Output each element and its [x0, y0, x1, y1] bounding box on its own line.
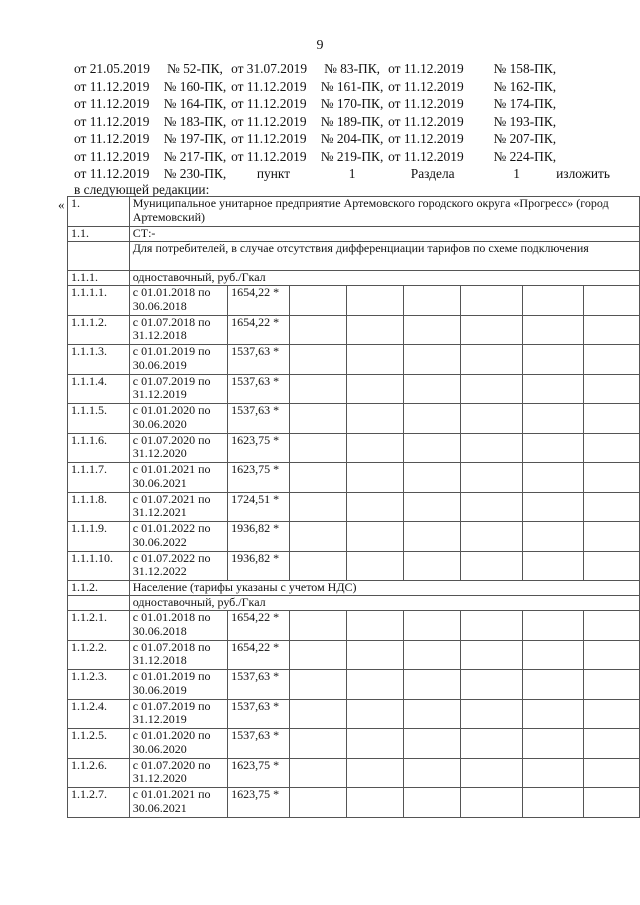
reference-cell: от 11.12.2019 [231, 113, 307, 129]
period-cell: с 01.07.2021 по 31.12.2021 [129, 492, 227, 522]
row-number: 1.1.2.6. [68, 758, 130, 788]
empty-cell [583, 315, 639, 345]
empty-cell [522, 463, 583, 493]
reference-cell: от 11.12.2019 [388, 61, 464, 76]
row-number: 1.1.1.3. [68, 345, 130, 375]
empty-cell [404, 433, 461, 463]
reference-cell: от 11.12.2019 [388, 78, 464, 94]
period-cell: с 01.01.2020 по 30.06.2020 [129, 729, 227, 759]
period-cell: с 01.01.2018 по 30.06.2018 [129, 286, 227, 316]
empty-cell [347, 522, 404, 552]
reference-cell: № 189-ПК, [320, 113, 384, 129]
empty-cell [461, 433, 522, 463]
reference-cell: № 158-ПК, [493, 61, 557, 76]
empty-cell [289, 404, 346, 434]
period-cell: с 01.07.2022 по 31.12.2022 [129, 551, 227, 581]
empty-cell [347, 345, 404, 375]
tariff-data-row [68, 729, 640, 759]
empty-cell [404, 345, 461, 375]
row-number: 1.1.1.7. [68, 463, 130, 493]
empty-cell [522, 788, 583, 818]
tariff-table [67, 196, 640, 818]
empty-cell [522, 315, 583, 345]
reference-cell: № 162-ПК, [493, 78, 557, 94]
reference-row [74, 78, 610, 96]
reference-cell: № 204-ПК, [320, 131, 384, 146]
empty-cell [289, 345, 346, 375]
reference-cell: № 161-ПК, [320, 78, 384, 94]
empty-cell [404, 729, 461, 759]
period-cell: с 01.07.2019 по 31.12.2019 [129, 374, 227, 404]
reference-cell: от 21.05.2019 [74, 61, 150, 76]
reference-cell: № 193-ПК, [493, 113, 557, 129]
reference-cell: № 207-ПК, [493, 131, 557, 146]
reference-cell: № 183-ПК, [163, 113, 227, 129]
tariff-data-row [68, 433, 640, 463]
empty-cell [583, 286, 639, 316]
tariff-data-row [68, 788, 640, 818]
empty-cell [522, 374, 583, 404]
tariff-value: 1654,22 * [228, 286, 290, 316]
empty-cell [347, 551, 404, 581]
empty-cell [522, 640, 583, 670]
period-cell: с 01.01.2022 по 30.06.2022 [129, 522, 227, 552]
subsection-row [68, 227, 640, 242]
empty-cell [583, 374, 639, 404]
tariff-value: 1537,63 * [228, 374, 290, 404]
tariff-data-row [68, 463, 640, 493]
period-cell: с 01.01.2021 по 30.06.2021 [129, 788, 227, 818]
tariff-value: 1537,63 * [228, 670, 290, 700]
reference-row [74, 113, 610, 131]
empty-cell [404, 551, 461, 581]
reference-cell: № 160-ПК, [163, 78, 227, 94]
empty-cell [289, 492, 346, 522]
empty-cell [347, 315, 404, 345]
tariff-data-row [68, 611, 640, 641]
tariff-data-row [68, 522, 640, 552]
row-number: 1.1.1.1. [68, 286, 130, 316]
empty-cell [522, 433, 583, 463]
reference-cell: от 11.12.2019 [74, 131, 150, 146]
tariff-data-row [68, 286, 640, 316]
empty-cell [583, 404, 639, 434]
empty-cell [583, 345, 639, 375]
reference-cell: 1 [348, 166, 356, 181]
empty-cell [583, 611, 639, 641]
empty-cell [583, 699, 639, 729]
period-cell: с 01.07.2020 по 31.12.2020 [129, 758, 227, 788]
tariff-data-row [68, 345, 640, 375]
empty-cell [404, 611, 461, 641]
empty-cell [289, 611, 346, 641]
empty-cell [347, 699, 404, 729]
reference-cell: № 230-ПК, [163, 166, 227, 181]
empty-cell [404, 315, 461, 345]
empty-cell [583, 670, 639, 700]
page-number: 9 [316, 38, 324, 53]
empty-cell [583, 729, 639, 759]
row-number [68, 596, 130, 611]
reference-cell: № 170-ПК, [320, 96, 384, 111]
empty-cell [461, 670, 522, 700]
tariff-data-row [68, 374, 640, 404]
row-number: 1. [68, 197, 130, 227]
empty-cell [404, 758, 461, 788]
period-cell: с 01.07.2020 по 31.12.2020 [129, 433, 227, 463]
row-number: 1.1.1.6. [68, 433, 130, 463]
empty-cell [461, 551, 522, 581]
tariff-value: 1724,51 * [228, 492, 290, 522]
empty-cell [522, 492, 583, 522]
reference-cell: № 219-ПК, [320, 148, 384, 164]
empty-cell [289, 640, 346, 670]
empty-cell [461, 374, 522, 404]
empty-cell [289, 463, 346, 493]
tariff-value: 1936,82 * [228, 522, 290, 552]
empty-cell [461, 463, 522, 493]
reference-cell: от 11.12.2019 [231, 78, 307, 94]
group-row [68, 596, 640, 611]
reference-cell: № 224-ПК, [493, 148, 557, 164]
subsection-row [68, 581, 640, 596]
empty-cell [289, 374, 346, 404]
tariff-value: 1623,75 * [228, 788, 290, 818]
empty-cell [461, 404, 522, 434]
empty-cell [347, 729, 404, 759]
empty-cell [522, 345, 583, 375]
period-cell: с 01.01.2019 по 30.06.2019 [129, 670, 227, 700]
tariff-value: 1654,22 * [228, 315, 290, 345]
reference-cell: № 197-ПК, [163, 131, 227, 146]
empty-cell [404, 463, 461, 493]
empty-cell [347, 463, 404, 493]
row-label: одноставочный, руб./Гкал [129, 271, 639, 286]
tariff-value: 1537,63 * [228, 404, 290, 434]
empty-cell [522, 522, 583, 552]
row-number: 1.1.2.1. [68, 611, 130, 641]
empty-cell [583, 758, 639, 788]
empty-cell [347, 404, 404, 434]
reference-row [74, 130, 610, 148]
empty-cell [289, 522, 346, 552]
empty-cell [461, 345, 522, 375]
reference-cell: от 11.12.2019 [74, 96, 150, 111]
tariff-value: 1537,63 * [228, 699, 290, 729]
empty-cell [289, 433, 346, 463]
reference-cell: № 52-ПК, [166, 61, 223, 76]
reference-cell: от 11.12.2019 [74, 148, 150, 164]
reference-cell: от 11.12.2019 [388, 96, 464, 111]
empty-cell [289, 758, 346, 788]
empty-cell [347, 433, 404, 463]
period-cell: с 01.07.2019 по 31.12.2019 [129, 699, 227, 729]
empty-cell [461, 729, 522, 759]
tariff-value: 1654,22 * [228, 640, 290, 670]
reference-row [74, 165, 610, 183]
row-label: Муниципальное унитарное предприятие Артемовского городского округа «Прогресс» (город Артемовский) [129, 197, 639, 227]
reference-cell: от 11.12.2019 [231, 131, 307, 146]
empty-cell [522, 758, 583, 788]
tariff-data-row [68, 670, 640, 700]
row-number: 1.1.1.2. [68, 315, 130, 345]
period-cell: с 01.01.2020 по 30.06.2020 [129, 404, 227, 434]
empty-cell [404, 404, 461, 434]
row-number: 1.1.1. [68, 271, 130, 286]
reference-cell: пункт [256, 166, 291, 181]
note-row [68, 242, 640, 271]
reference-row [74, 60, 610, 78]
empty-cell [461, 640, 522, 670]
period-cell: с 01.01.2019 по 30.06.2019 [129, 345, 227, 375]
tariff-value: 1654,22 * [228, 611, 290, 641]
empty-cell [461, 758, 522, 788]
row-label: Население (тарифы указаны с учетом НДС) [129, 581, 639, 596]
empty-cell [461, 286, 522, 316]
tariff-data-row [68, 640, 640, 670]
empty-cell [347, 611, 404, 641]
empty-cell [404, 522, 461, 552]
empty-cell [289, 729, 346, 759]
empty-cell [404, 492, 461, 522]
reference-cell: от 11.12.2019 [388, 148, 464, 164]
empty-cell [289, 788, 346, 818]
empty-cell [289, 315, 346, 345]
empty-cell [583, 551, 639, 581]
reference-row [74, 148, 610, 166]
empty-cell [289, 670, 346, 700]
empty-cell [461, 315, 522, 345]
period-cell: с 01.07.2018 по 31.12.2018 [129, 315, 227, 345]
tariff-value: 1623,75 * [228, 463, 290, 493]
reference-cell: от 11.12.2019 [388, 131, 464, 146]
empty-cell [347, 670, 404, 700]
empty-cell [289, 699, 346, 729]
reference-cell: 1 [513, 166, 520, 181]
row-label: одноставочный, руб./Гкал [129, 596, 639, 611]
row-number: 1.1.1.4. [68, 374, 130, 404]
reference-cell: от 11.12.2019 [388, 113, 464, 129]
empty-cell [289, 286, 346, 316]
empty-cell [583, 522, 639, 552]
period-cell: с 01.01.2021 по 30.06.2021 [129, 463, 227, 493]
empty-cell [347, 286, 404, 316]
tariff-value: 1537,63 * [228, 729, 290, 759]
empty-cell [583, 463, 639, 493]
references-block [74, 60, 610, 183]
tariff-data-row [68, 315, 640, 345]
empty-cell [404, 670, 461, 700]
row-number: 1.1.2.4. [68, 699, 130, 729]
empty-cell [404, 374, 461, 404]
row-number [68, 242, 130, 271]
empty-cell [347, 788, 404, 818]
row-number: 1.1.2. [68, 581, 130, 596]
reference-cell: Раздела [410, 166, 455, 181]
group-row [68, 271, 640, 286]
reference-cell: от 11.12.2019 [74, 166, 150, 181]
row-number: 1.1.1.8. [68, 492, 130, 522]
tariff-data-row [68, 551, 640, 581]
reference-row [74, 95, 610, 113]
edition-line: в следующей редакции: [74, 182, 210, 197]
reference-cell: от 31.07.2019 [231, 61, 308, 76]
empty-cell [461, 611, 522, 641]
empty-cell [347, 374, 404, 404]
period-cell: с 01.07.2018 по 31.12.2018 [129, 640, 227, 670]
empty-cell [461, 522, 522, 552]
tariff-data-row [68, 758, 640, 788]
empty-cell [583, 788, 639, 818]
empty-cell [347, 492, 404, 522]
row-label: СТ:- [129, 227, 639, 242]
tariff-data-row [68, 699, 640, 729]
reference-cell: № 164-ПК, [163, 96, 227, 111]
reference-cell: от 11.12.2019 [231, 148, 307, 164]
empty-cell [461, 788, 522, 818]
reference-cell: № 174-ПК, [493, 96, 557, 111]
empty-cell [404, 788, 461, 818]
empty-cell [583, 433, 639, 463]
tariff-data-row [68, 404, 640, 434]
row-number: 1.1.1.5. [68, 404, 130, 434]
empty-cell [522, 551, 583, 581]
row-number: 1.1.2.2. [68, 640, 130, 670]
row-number: 1.1.2.3. [68, 670, 130, 700]
empty-cell [522, 286, 583, 316]
empty-cell [522, 729, 583, 759]
reference-cell: изложить [556, 166, 610, 181]
empty-cell [461, 699, 522, 729]
tariff-value: 1623,75 * [228, 433, 290, 463]
row-label: Для потребителей, в случае отсутствия дифференциации тарифов по схеме подключения [129, 242, 639, 271]
empty-cell [461, 492, 522, 522]
reference-cell: от 11.12.2019 [74, 113, 150, 129]
empty-cell [347, 758, 404, 788]
row-number: 1.1.2.7. [68, 788, 130, 818]
open-quote: « [58, 197, 65, 212]
period-cell: с 01.01.2018 по 30.06.2018 [129, 611, 227, 641]
reference-cell: № 83-ПК, [324, 61, 380, 76]
reference-cell: № 217-ПК, [163, 148, 227, 164]
empty-cell [404, 699, 461, 729]
empty-cell [522, 699, 583, 729]
reference-cell: от 11.12.2019 [74, 78, 150, 94]
empty-cell [289, 551, 346, 581]
tariff-value: 1537,63 * [228, 345, 290, 375]
tariff-value: 1936,82 * [228, 551, 290, 581]
empty-cell [522, 404, 583, 434]
row-number: 1.1. [68, 227, 130, 242]
row-number: 1.1.1.10. [68, 551, 130, 581]
row-number: 1.1.1.9. [68, 522, 130, 552]
empty-cell [404, 640, 461, 670]
empty-cell [583, 492, 639, 522]
reference-cell: от 11.12.2019 [231, 96, 307, 111]
empty-cell [583, 640, 639, 670]
empty-cell [522, 670, 583, 700]
empty-cell [522, 611, 583, 641]
empty-cell [404, 286, 461, 316]
tariff-value: 1623,75 * [228, 758, 290, 788]
row-number: 1.1.2.5. [68, 729, 130, 759]
empty-cell [347, 640, 404, 670]
section-row [68, 197, 640, 227]
tariff-data-row [68, 492, 640, 522]
